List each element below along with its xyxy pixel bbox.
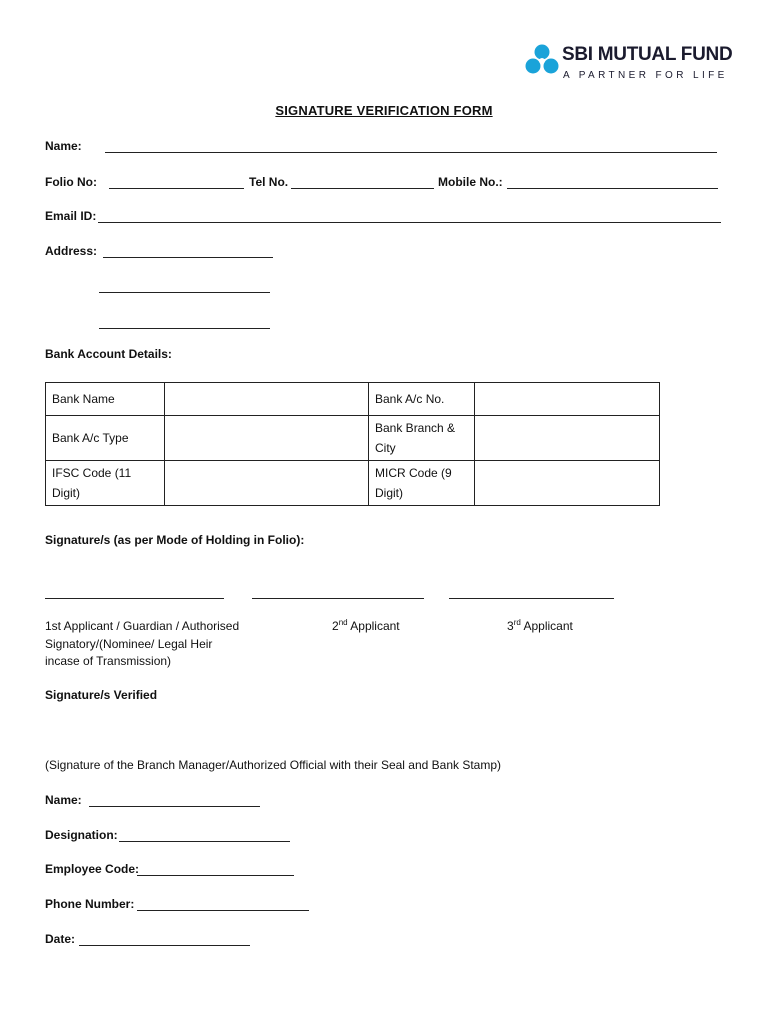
sbi-mutual-fund-logo <box>524 42 734 86</box>
applicant-3-label: Applicant <box>520 619 573 633</box>
verifier-name-field[interactable] <box>89 806 260 807</box>
applicant-2-label: Applicant <box>347 619 400 633</box>
mobile-no-field[interactable] <box>507 188 718 189</box>
applicant-2-ordinal: nd <box>338 618 348 627</box>
phone-number-label: Phone Number: <box>45 897 135 911</box>
date-field[interactable] <box>79 945 250 946</box>
signatures-heading: Signature/s (as per Mode of Holding in Folio): <box>45 533 305 547</box>
folio-no-field[interactable] <box>109 188 244 189</box>
applicant-1-signature-line[interactable] <box>45 598 224 599</box>
mobile-no-label: Mobile No.: <box>438 175 503 189</box>
verifier-name-label: Name: <box>45 793 82 807</box>
table-row <box>46 461 660 506</box>
applicant-2-number: 2 <box>332 619 339 633</box>
address-line-2[interactable] <box>99 292 270 293</box>
bank-ac-no-label: Bank A/c No. <box>369 383 475 416</box>
bank-name-input[interactable] <box>165 383 369 416</box>
bank-details-heading: Bank Account Details: <box>45 347 172 361</box>
name-field[interactable] <box>105 152 717 153</box>
email-id-label: Email ID: <box>45 209 97 223</box>
applicant-3-signature-line[interactable] <box>449 598 614 599</box>
address-line-1[interactable] <box>103 257 273 258</box>
bank-ac-type-input[interactable] <box>165 416 369 461</box>
bank-branch-city-input[interactable] <box>475 416 660 461</box>
email-id-field[interactable] <box>98 222 721 223</box>
logo-tagline: A PARTNER FOR LIFE <box>563 70 728 81</box>
employee-code-label: Employee Code: <box>45 862 140 876</box>
bank-name-label: Bank Name <box>46 383 165 416</box>
ifsc-code-label: IFSC Code (11 Digit) <box>46 461 165 506</box>
tel-no-field[interactable] <box>291 188 434 189</box>
bank-branch-city-label: Bank Branch & City <box>369 416 475 461</box>
form-title: SIGNATURE VERIFICATION FORM <box>275 103 493 118</box>
tel-no-label: Tel No. <box>249 175 289 189</box>
bank-details-table <box>45 382 660 506</box>
micr-code-label: MICR Code (9 Digit) <box>369 461 475 506</box>
applicant-3-number: 3 <box>507 619 514 633</box>
bank-ac-no-input[interactable] <box>475 383 660 416</box>
name-label: Name: <box>45 139 82 153</box>
bank-ac-type-label: Bank A/c Type <box>46 416 165 461</box>
applicant-3-ordinal: rd <box>513 618 521 627</box>
logo-name: SBI MUTUAL FUND <box>562 44 733 65</box>
micr-code-input[interactable] <box>475 461 660 506</box>
employee-code-field[interactable] <box>137 875 294 876</box>
applicant-3-caption <box>507 619 573 633</box>
signatures-verified-heading: Signature/s Verified <box>45 688 158 702</box>
applicant-1-caption: 1st Applicant / Guardian / Authorised Signatory/(Nominee/ Legal Heir incase of Transmission) <box>45 619 240 668</box>
date-label: Date: <box>45 932 76 946</box>
address-line-3[interactable] <box>99 328 270 329</box>
folio-no-label: Folio No: <box>45 175 97 189</box>
table-row <box>46 383 660 416</box>
phone-number-field[interactable] <box>137 910 309 911</box>
ifsc-code-input[interactable] <box>165 461 369 506</box>
designation-label: Designation: <box>45 828 118 842</box>
table-row <box>46 416 660 461</box>
branch-manager-note: (Signature of the Branch Manager/Authorized Official with their Seal and Bank Stamp) <box>45 758 502 772</box>
sbi-keyhole-circle-icon <box>524 42 560 82</box>
applicant-2-caption <box>332 619 400 633</box>
applicant-2-signature-line[interactable] <box>252 598 424 599</box>
designation-field[interactable] <box>119 841 290 842</box>
address-label: Address: <box>45 244 98 258</box>
